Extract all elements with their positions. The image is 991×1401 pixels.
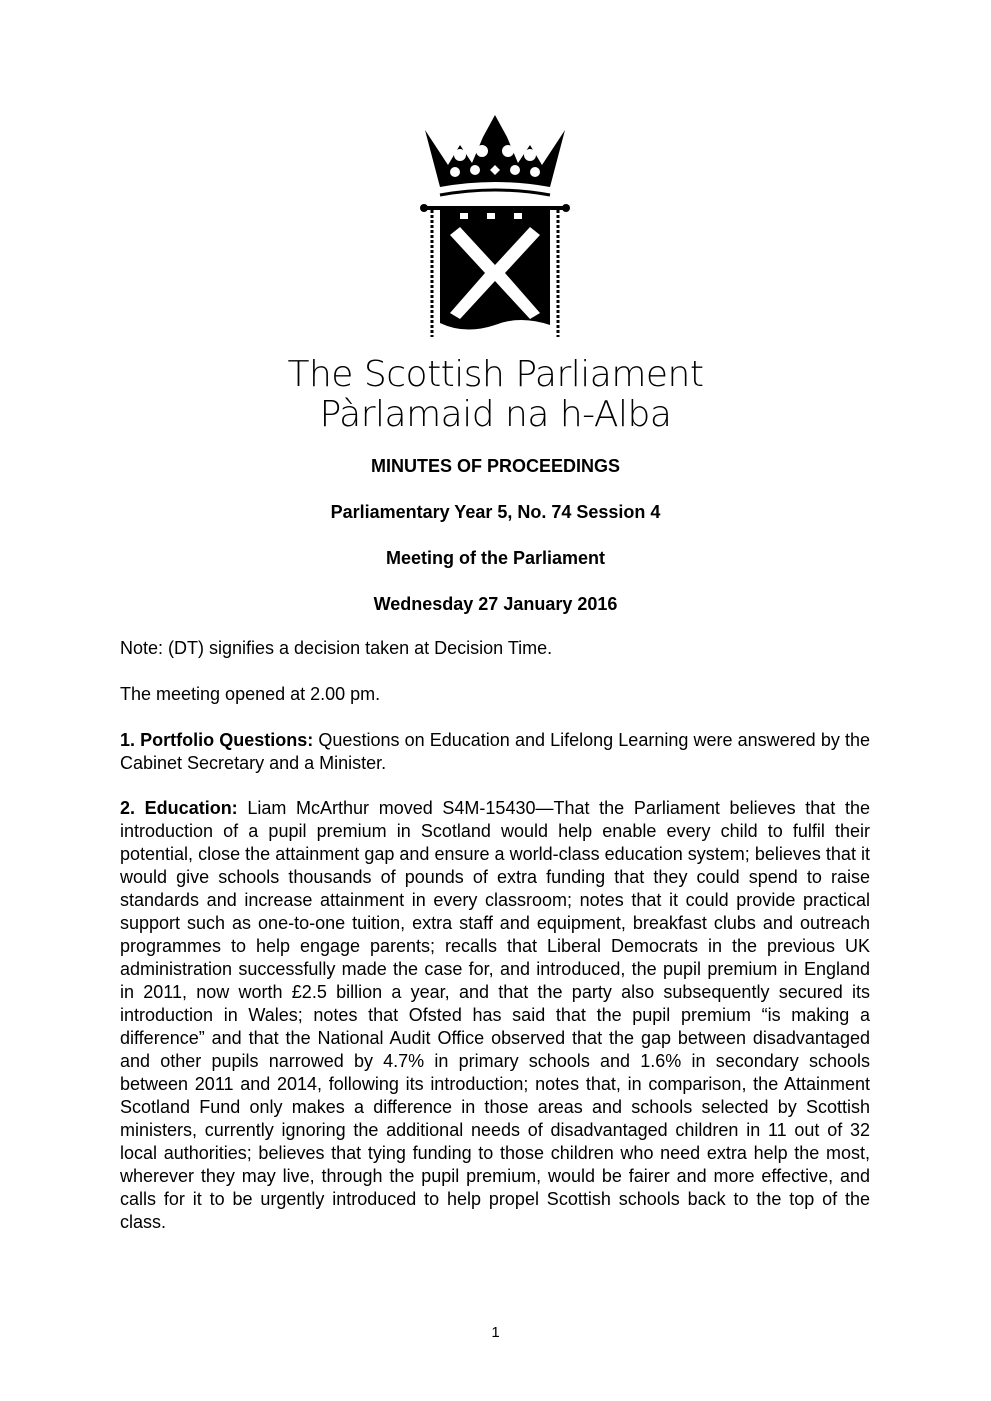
item-portfolio-questions: [120, 729, 870, 775]
meeting-date: Wednesday 27 January 2016: [373, 594, 618, 614]
crown-icon: [425, 115, 565, 195]
meeting-title: Meeting of the Parliament: [385, 548, 606, 568]
item-heading: 2. Education:: [120, 798, 238, 818]
note-text: Note: (DT) signifies a decision taken at Decision Time.: [120, 638, 553, 658]
saltire-banner-icon: [420, 204, 570, 337]
page-number: 1: [491, 1324, 500, 1341]
document-title: MINUTES OF PROCEEDINGS: [370, 456, 621, 476]
item-text: Questions on Education and Lifelong Learning were answered by the Cabinet Secretary and a Minister.: [120, 730, 870, 773]
logo-name-english: The Scottish Parliament: [287, 354, 704, 395]
item-education-motion: [120, 797, 870, 1234]
opening-time-text: The meeting opened at 2.00 pm.: [120, 684, 381, 704]
scottish-parliament-crest-logo: [420, 115, 570, 340]
logo-name-gaelic: Pàrlamaid na h-Alba: [319, 394, 672, 435]
item-heading: 1. Portfolio Questions:: [120, 730, 314, 750]
item-text: Liam McArthur moved S4M-15430—That the Parliament believes that the introduction of a pupil premium in Scotland would help enable every child to fulfil their potential, close the attainment gap and ensure a world-class education system; believes that it would give schools thousands of pounds of extra funding that they could spend to raise standards and increase attainment in every classroom; notes that it could provide practical support such as one-to-one tuition, extra staff and equipment, breakfast clubs and outreach programmes to help engage parents; recalls that Liberal Democrats in the previous UK administration successfully made the case for, and introduced, the pupil premium in England in 2011, now worth £2.5 billion a year, and that the party also subsequently secured its introduction in Wales; notes that Ofsted has said that the pupil premium “is making a difference” and that the National Audit Office observed that the gap between disadvantaged and other pupils narrowed by 4.7% in primary schools and 1.6% in secondary schools between 2011 and 2014, following its introduction; notes that, in comparison, the Attainment Scotland Fund only makes a difference in those areas and schools selected by Scottish ministers, currently ignoring the additional needs of disadvantaged children in 11 out of 32 local authorities; believes that tying funding to those children who need extra help the most, wherever they may live, through the pupil premium, would be fairer and more effective, and calls for it to be urgently introduced to help propel Scottish schools back to the top of the class.: [120, 798, 870, 1232]
parliamentary-year: Parliamentary Year 5, No. 74 Session 4: [330, 502, 661, 522]
